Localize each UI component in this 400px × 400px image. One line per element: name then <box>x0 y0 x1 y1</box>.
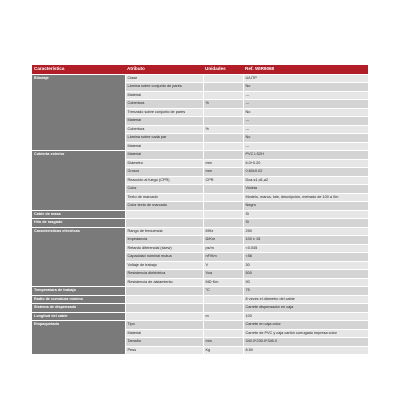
table-row <box>32 151 368 160</box>
table-row <box>32 287 368 296</box>
row-attribute: Cobertura <box>125 100 203 109</box>
section-name: Hilo de rasgado <box>32 219 125 228</box>
header-row <box>32 65 368 74</box>
header-ref: Ref. WIR9068 <box>243 65 368 74</box>
table-row <box>32 219 368 228</box>
row-unit <box>203 295 243 304</box>
row-value: <0.045 <box>243 244 368 253</box>
row-attribute: Material <box>125 91 203 100</box>
row-unit <box>203 321 243 330</box>
row-unit: Vca <box>203 270 243 279</box>
row-unit <box>203 219 243 228</box>
row-value: --- <box>243 91 368 100</box>
row-unit: Ω/Km <box>203 236 243 245</box>
row-unit <box>203 108 243 117</box>
row-value: --- <box>243 100 368 109</box>
row-unit: ps/m <box>203 244 243 253</box>
row-unit: MΩ·Km <box>203 278 243 287</box>
row-attribute: Trenzado sobre conjunto de pares <box>125 108 203 117</box>
row-value: 500 <box>243 270 368 279</box>
row-attribute: Grosor <box>125 168 203 177</box>
row-value: --- <box>243 125 368 134</box>
row-unit <box>203 83 243 92</box>
row-unit: V <box>203 261 243 270</box>
row-unit: nF/Km <box>203 253 243 262</box>
row-attribute <box>125 210 203 219</box>
row-attribute: Tipo <box>125 321 203 330</box>
row-attribute: Texto de marcado <box>125 193 203 202</box>
row-unit: % <box>203 100 243 109</box>
row-unit: % <box>203 125 243 134</box>
row-attribute <box>125 312 203 321</box>
section-name: Temperatura de trabajo <box>32 287 125 296</box>
row-attribute: Color <box>125 185 203 194</box>
row-unit <box>203 117 243 126</box>
row-value: 6.0+0.20 <box>243 159 368 168</box>
row-unit <box>203 74 243 83</box>
section-name: Cubierta exterior <box>32 151 125 211</box>
row-value: U/UTP <box>243 74 368 83</box>
row-unit: MHz <box>203 227 243 236</box>
row-unit <box>203 151 243 160</box>
row-attribute: Resistencia dieléctrica <box>125 270 203 279</box>
row-value: Modelo, marca, lote, descripción, metrado de 100 a 0m <box>243 193 368 202</box>
row-value: Si <box>243 210 368 219</box>
row-attribute: Material <box>125 117 203 126</box>
row-value: PVC LS2H <box>243 151 368 160</box>
spec-body <box>32 74 368 355</box>
row-unit <box>203 185 243 194</box>
table-row <box>32 321 368 330</box>
row-attribute: Retardo diferencial (skew) <box>125 244 203 253</box>
row-value: Dca-s1,d1,a2 <box>243 176 368 185</box>
row-value: --- <box>243 117 368 126</box>
row-unit: CPR <box>203 176 243 185</box>
row-value: Violeta <box>243 185 368 194</box>
table-row <box>32 295 368 304</box>
row-unit <box>203 210 243 219</box>
row-value: Carrete en caja color <box>243 321 368 330</box>
row-unit <box>203 193 243 202</box>
row-unit <box>203 329 243 338</box>
row-attribute <box>125 304 203 313</box>
row-attribute: Clase <box>125 74 203 83</box>
row-value: 8 veces el diámetro del cable <box>243 295 368 304</box>
row-attribute: Lámina sobre conjunto de pares <box>125 83 203 92</box>
row-attribute: Peso <box>125 346 203 355</box>
row-unit <box>203 304 243 313</box>
row-attribute: Material <box>125 142 203 151</box>
row-attribute: Color texto de marcado <box>125 202 203 211</box>
row-value: 100 <box>243 312 368 321</box>
table-row <box>32 227 368 236</box>
row-attribute: Rango de frecuencia <box>125 227 203 236</box>
row-value: Carrete de PVC y caja cartón corrugado impresa color <box>243 329 368 338</box>
row-attribute: Material <box>125 329 203 338</box>
table-row <box>32 304 368 313</box>
section-name: Longitud del cable <box>32 312 125 321</box>
row-value: 250 <box>243 227 368 236</box>
header-characteristic: Característica <box>32 65 125 74</box>
row-attribute: Resistencia de aislamiento <box>125 278 203 287</box>
row-value: Carrete dispensador en caja <box>243 304 368 313</box>
row-unit <box>203 91 243 100</box>
row-attribute: Tamaño <box>125 338 203 347</box>
row-value: 340.0*230.0*345.0 <box>243 338 368 347</box>
row-value: Si <box>243 219 368 228</box>
row-attribute <box>125 219 203 228</box>
table-row <box>32 210 368 219</box>
row-attribute: Reacción al fuego (CPR) <box>125 176 203 185</box>
row-unit <box>203 202 243 211</box>
section-name: Sistema de dispensado <box>32 304 125 313</box>
row-unit: Kg <box>203 346 243 355</box>
row-value: 8.50 <box>243 346 368 355</box>
section-name: Blindaje <box>32 74 125 151</box>
row-value: 100 ± 15 <box>243 236 368 245</box>
row-value: No <box>243 134 368 143</box>
row-value: <56 <box>243 253 368 262</box>
row-attribute <box>125 295 203 304</box>
row-value: --- <box>243 142 368 151</box>
section-name: Empaquetado <box>32 321 125 355</box>
row-attribute: Lámina sobre cada par <box>125 134 203 143</box>
spec-table <box>32 65 368 355</box>
row-value: Negro <box>243 202 368 211</box>
row-attribute: Capacidad nominal mutua <box>125 253 203 262</box>
row-value: 75 <box>243 287 368 296</box>
row-attribute: Impedancia <box>125 236 203 245</box>
row-value: No <box>243 108 368 117</box>
row-attribute: Cobertura <box>125 125 203 134</box>
row-value: 30 <box>243 261 368 270</box>
row-attribute: Diámetro <box>125 159 203 168</box>
row-attribute: Voltaje de trabajo <box>125 261 203 270</box>
section-name: Características eléctricas <box>32 227 125 287</box>
row-attribute <box>125 287 203 296</box>
table-row <box>32 74 368 83</box>
row-unit: mm <box>203 168 243 177</box>
header-units: Unidades <box>203 65 243 74</box>
section-name: Cable de masa <box>32 210 125 219</box>
row-unit: m <box>203 312 243 321</box>
row-unit: mm <box>203 338 243 347</box>
header-attribute: Atributo <box>125 65 203 74</box>
row-value: No <box>243 83 368 92</box>
section-name: Radio de curvatura mínimo <box>32 295 125 304</box>
row-unit: mm <box>203 159 243 168</box>
row-value: 90 <box>243 278 368 287</box>
row-unit: °C <box>203 287 243 296</box>
row-unit <box>203 134 243 143</box>
row-value: 0.60±0.02 <box>243 168 368 177</box>
row-attribute: Material <box>125 151 203 160</box>
table-row <box>32 312 368 321</box>
row-unit <box>203 142 243 151</box>
